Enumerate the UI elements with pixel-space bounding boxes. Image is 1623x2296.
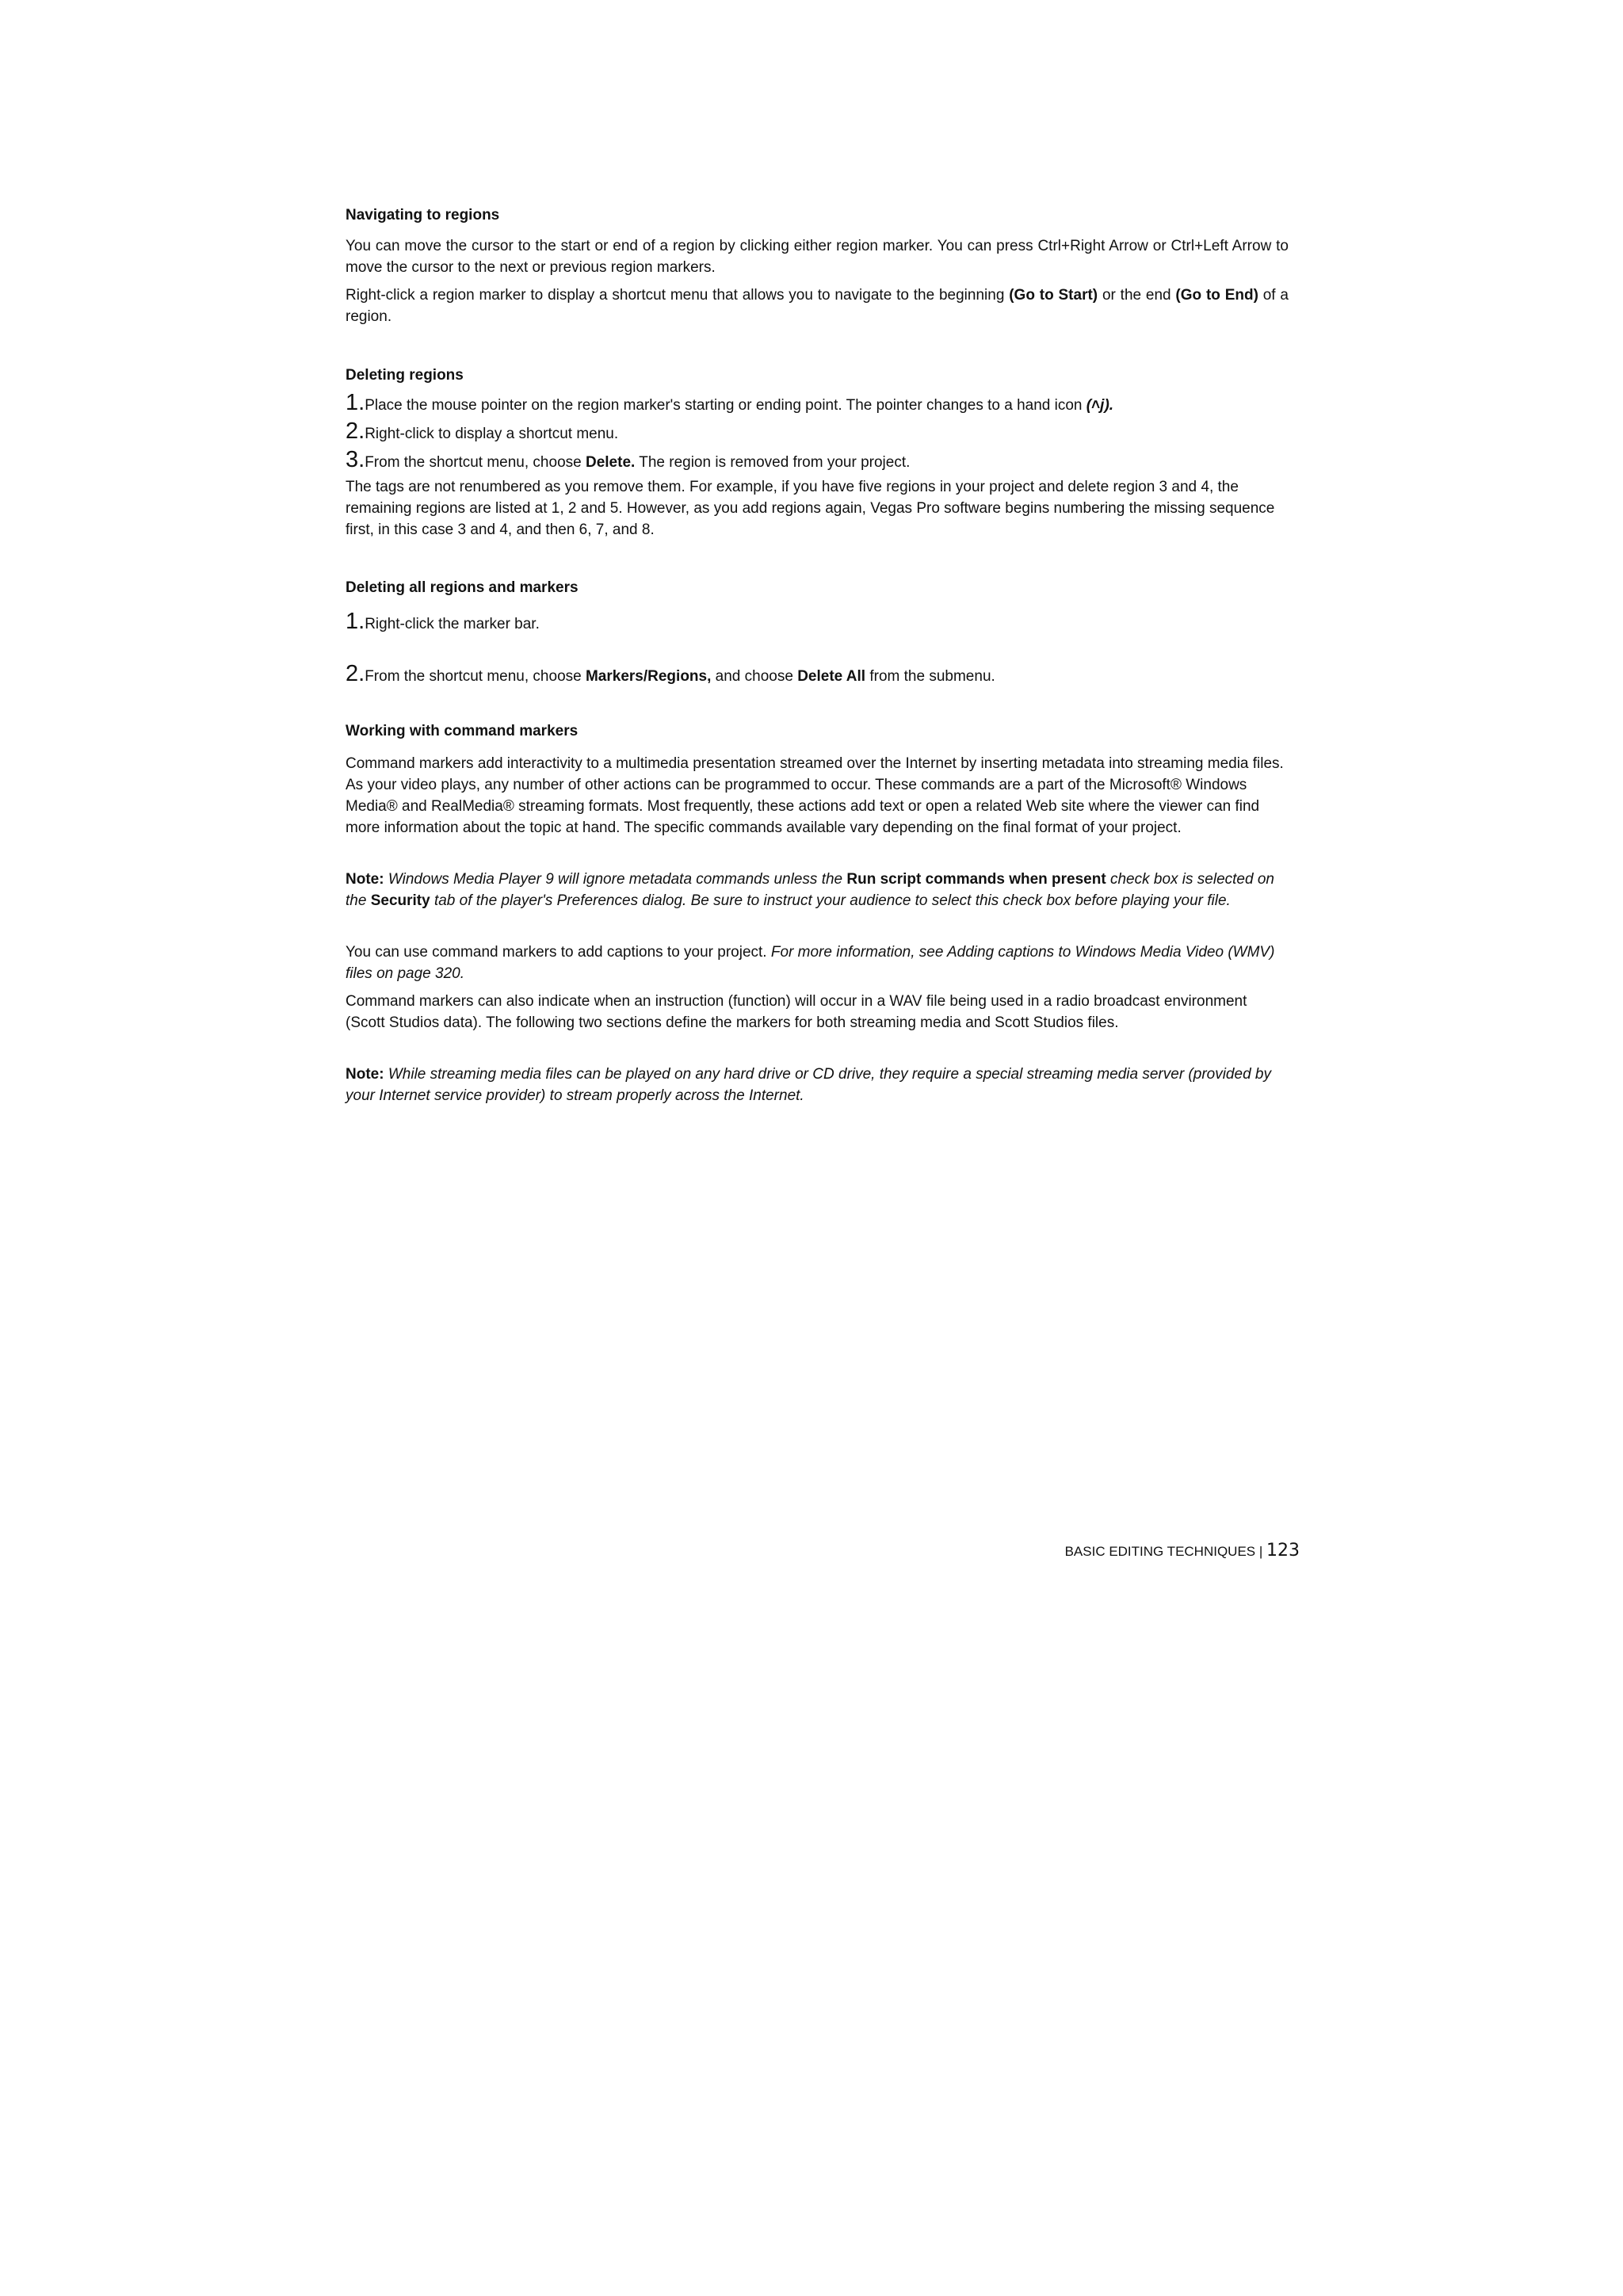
step-2: [346, 419, 1289, 445]
text: From the shortcut menu, choose: [365, 454, 586, 471]
note-label: Note:: [346, 871, 384, 888]
go-to-end-label: (Go to End): [1175, 287, 1258, 304]
text: tab of the player's Preferences dialog. Be sure to instruct your audience to select this check box before playing your file.: [430, 892, 1231, 909]
hand-icon: (˄j).: [1086, 397, 1114, 414]
security-tab-label: Security: [370, 892, 430, 909]
text: The region is removed from your project.: [635, 454, 911, 471]
text: check box is selected on the: [346, 871, 1274, 909]
chapter-title: BASIC EDITING TECHNIQUES |: [1064, 1544, 1266, 1559]
text: From the shortcut menu, choose: [365, 668, 586, 685]
step-1: [346, 609, 1289, 635]
step-text: [365, 395, 1113, 416]
step-number: 3.: [346, 447, 365, 472]
heading-navigating-to-regions: Navigating to regions: [346, 207, 500, 223]
paragraph-navigating-2: [346, 285, 1289, 327]
paragraph-command-markers-3: Command markers can also indicate when an instruction (function) will occur in a WAV file being used in a radio broadcast environment (Scott Studios data). The following two sections define the markers for both streaming media and Scott Studios files.: [346, 993, 1247, 1031]
text: and choose: [711, 668, 798, 685]
paragraph-navigating-1: You can move the cursor to the start or end of a region by clicking either region marker. You can press Ctrl+Right Arrow or Ctrl+Left Arrow to move the cursor to the next or previous region markers.: [346, 238, 1289, 276]
step-text: Right-click the marker bar.: [365, 616, 540, 632]
page-number: 123: [1266, 1541, 1300, 1561]
text: or the end: [1098, 287, 1176, 304]
step-1: [346, 391, 1289, 416]
step-number: 1.: [346, 609, 365, 634]
cross-reference: For more information, see Adding captions to Windows Media Video (WMV) files on page 320.: [346, 944, 1275, 982]
step-number: 2.: [346, 418, 365, 444]
text: from the submenu.: [865, 668, 995, 685]
text: While streaming media files can be played on any hard drive or CD drive, they require a special streaming media server (provided by your Internet service provider) to stream properly across the Internet.: [346, 1066, 1271, 1104]
note-streaming-media: [346, 1064, 1289, 1106]
paragraph-command-markers-1: Command markers add interactivity to a multimedia presentation streamed over the Internet by inserting metadata into streaming media files. As your video plays, any number of other actions can be programmed to occur. These commands are a part of the Microsoft® Windows Media® and RealMedia® streaming formats. Most frequently, these actions add text or open a related Web site where the viewer can find more information about the topic at hand. The specific commands available vary depending on the final format of your project.: [346, 755, 1284, 836]
heading-deleting-all: Deleting all regions and markers: [346, 579, 579, 596]
page-content: [346, 204, 1289, 1113]
text: Right-click a region marker to display a shortcut menu that allows you to navigate to the beginning: [346, 287, 1010, 304]
heading-command-markers: Working with command markers: [346, 723, 579, 739]
step-text: Right-click to display a shortcut menu.: [365, 426, 619, 442]
text: Place the mouse pointer on the region marker's starting or ending point. The pointer changes to a hand icon: [365, 397, 1086, 414]
heading-deleting-regions: Deleting regions: [346, 367, 464, 384]
paragraph-command-markers-2: [346, 942, 1289, 984]
step-text: [365, 452, 910, 473]
page-footer: [792, 1541, 1300, 1561]
note-windows-media-player: [346, 869, 1289, 911]
markers-regions-label: Markers/Regions,: [585, 668, 712, 685]
text: of a region.: [346, 287, 1289, 325]
paragraph-deleting-1: The tags are not renumbered as you remove them. For example, if you have five regions in your project and delete region 3 and 4, the remaining regions are listed at 1, 2 and 5. However, as you add regions again, Vegas Pro software begins numbering the missing sequence first, in this case 3 and 4, and then 6, 7, and 8.: [346, 479, 1275, 538]
step-text: [365, 666, 995, 687]
step-number: 2.: [346, 661, 365, 686]
text: You can use command markers to add captions to your project.: [346, 944, 771, 961]
step-number: 1.: [346, 390, 365, 415]
step-3: [346, 448, 1289, 473]
step-2: [346, 662, 1289, 687]
text: Windows Media Player 9 will ignore metadata commands unless the: [384, 871, 847, 888]
delete-command-label: Delete.: [585, 454, 636, 471]
go-to-start-label: (Go to Start): [1009, 287, 1098, 304]
note-label: Note:: [346, 1066, 384, 1083]
run-script-label: Run script commands when present: [846, 871, 1106, 888]
delete-all-label: Delete All: [797, 668, 866, 685]
